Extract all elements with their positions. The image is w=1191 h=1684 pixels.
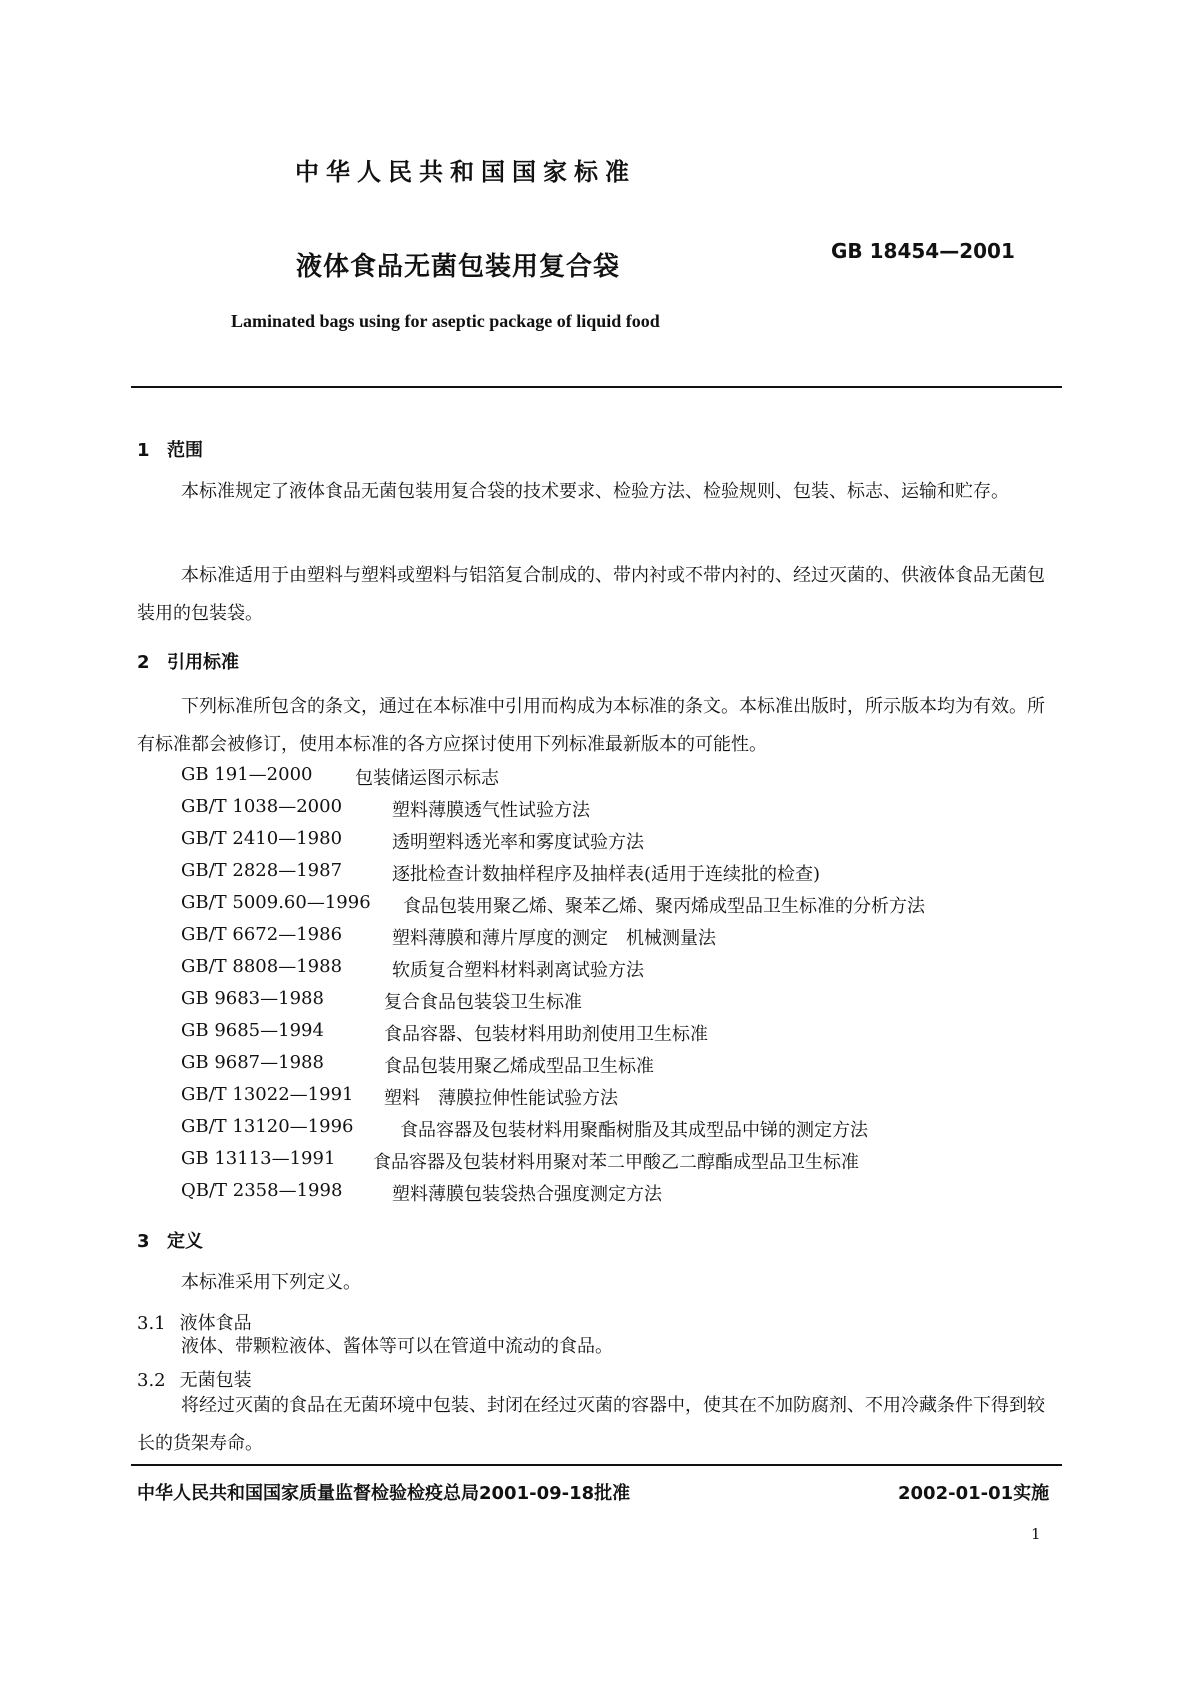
reference-title: 食品容器、包装材料用助剂使用卫生标准 [384,1024,708,1045]
reference-title: 复合食品包装袋卫生标准 [384,992,582,1013]
reference-code: GB 191—2000 [181,764,313,785]
section-2-paragraph-1: 下列标准所包含的条文，通过在本标准中引用而构成为本标准的条文。本标准出版时，所示版本均为有效。所有标准都会被修订，使用本标准的各方应探讨使用下列标准最新版本的可能性。 [137,696,1045,755]
reference-title: 透明塑料透光率和雾度试验方法 [392,832,644,853]
reference-title: 包装储运图示标志 [355,768,499,789]
section-1-paragraph-1: 本标准规定了液体食品无菌包装用复合袋的技术要求、检验方法、检验规则、包装、标志、运输和贮存。 [181,481,1009,502]
reference-title: 塑料 薄膜拉伸性能试验方法 [384,1088,618,1109]
reference-title: 逐批检查计数抽样程序及抽样表(适用于连续批的检查) [392,864,821,885]
reference-code: GB 9683—1988 [181,988,324,1009]
footer-divider [131,1464,1062,1466]
issuing-authority: 中华人民共和国国家标准 [295,158,636,186]
section-heading-2: 2 引用标准 [137,652,239,673]
reference-code: GB/T 1038—2000 [181,796,343,817]
header-divider [131,386,1062,388]
reference-code: GB/T 8808—1988 [181,956,343,977]
reference-code: GB 9687—1988 [181,1052,324,1073]
reference-code: GB 13113—1991 [181,1148,336,1169]
subsection-3-2-text: 将经过灭菌的食品在无菌环境中包装、封闭在经过灭菌的容器中，使其在不加防腐剂、不用冷藏条件下得到较长的货架寿命。 [137,1395,1045,1454]
reference-title: 塑料薄膜和薄片厚度的测定 机械测量法 [392,928,716,949]
reference-code: GB 9685—1994 [181,1020,324,1041]
reference-title: 塑料薄膜透气性试验方法 [392,800,590,821]
approval-statement: 中华人民共和国国家质量监督检验检疫总局2001-09-18批准 [137,1483,631,1504]
subsection-3-1-text: 液体、带颗粒液体、酱体等可以在管道中流动的食品。 [181,1336,613,1357]
reference-title: 食品容器及包装材料用聚对苯二甲酸乙二醇酯成型品卫生标准 [373,1152,859,1173]
document-title-english: Laminated bags using for aseptic package of liquid food [231,311,660,331]
section-3-paragraph-1: 本标准采用下列定义。 [181,1272,361,1293]
reference-title: 食品容器及包装材料用聚酯树脂及其成型品中锑的测定方法 [400,1120,868,1141]
reference-title: 食品包装用聚乙烯成型品卫生标准 [384,1056,654,1077]
section-heading-1: 1 范围 [137,440,203,461]
reference-code: GB/T 2410—1980 [181,828,343,849]
reference-code: QB/T 2358—1998 [181,1180,343,1201]
subsection-heading-3-2: 3.2 无菌包装 [137,1370,252,1391]
reference-title: 塑料薄膜包装袋热合强度测定方法 [392,1184,662,1205]
reference-code: GB/T 5009.60—1996 [181,892,371,913]
effective-date: 2002-01-01实施 [898,1483,1050,1504]
reference-code: GB/T 2828—1987 [181,860,343,881]
page-number: 1 [1031,1525,1041,1543]
reference-title: 软质复合塑料材料剥离试验方法 [392,960,644,981]
section-1-paragraph-2: 本标准适用于由塑料与塑料或塑料与铝箔复合制成的、带内衬或不带内衬的、经过灭菌的、供液体食品无菌包装用的包装袋。 [137,565,1045,624]
reference-code: GB/T 13120—1996 [181,1116,354,1137]
section-heading-3: 3 定义 [137,1231,203,1252]
standard-code: GB 18454—2001 [831,239,1015,263]
document-title: 液体食品无菌包装用复合袋 [296,252,621,282]
subsection-heading-3-1: 3.1 液体食品 [137,1313,252,1334]
reference-code: GB/T 6672—1986 [181,924,343,945]
reference-code: GB/T 13022—1991 [181,1084,354,1105]
reference-title: 食品包装用聚乙烯、聚苯乙烯、聚丙烯成型品卫生标准的分析方法 [403,896,925,917]
